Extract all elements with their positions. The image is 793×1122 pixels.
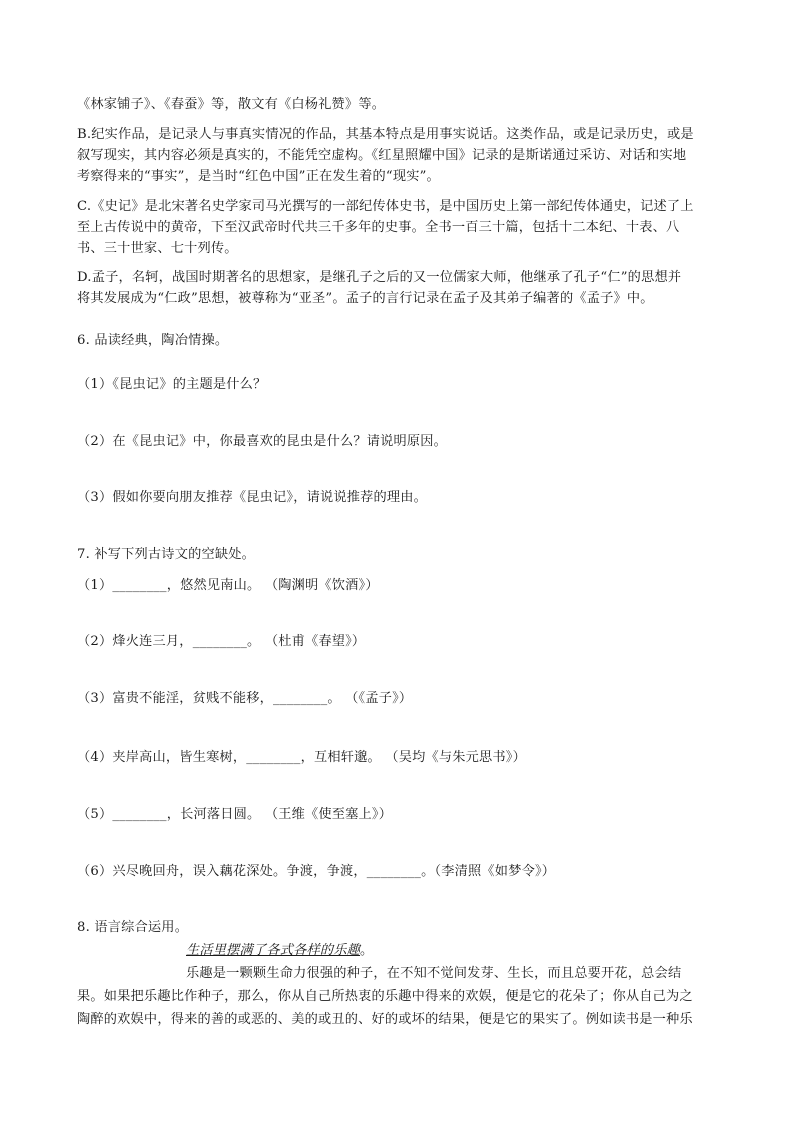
q7-item-5: （5）________，长河落日圆。 （王维《使至塞上》）: [77, 807, 393, 822]
option-d-line-2: 将其发展成为“仁政”思想，被尊称为“亚圣”。孟子的言行记录在孟子及其弟子编著的《孟子》中。: [77, 291, 654, 306]
option-d-line-1: D.孟子，名轲，战国时期著名的思想家，是继孔子之后的又一位儒家大师，他继承了孔子“仁”的思想并: [77, 270, 682, 285]
q7-item-4: （4）夹岸高山，皆生寒树，________，互相轩邈。 （吴均《与朱元思书》）: [77, 750, 526, 765]
q6-item-1: （1）《昆虫记》的主题是什么？: [77, 377, 267, 392]
q8-heading: [186, 943, 373, 959]
option-c-line-1: C.《史记》是北宋著名史学家司马光撰写的一部纪传体史书，是中国历史上第一部纪传体通史，记述了上: [77, 199, 694, 214]
q6-title: 6. 品读经典，陶冶情操。: [77, 333, 229, 348]
q8-para-line-1: 乐趣是一颗颗生命力很强的种子，在不知不觉间发芽、生长，而且总要开花，总会结: [186, 966, 682, 981]
q7-item-2: （2）烽火连三月，________。 （杜甫《春望》）: [77, 634, 366, 649]
q6-item-3: （3）假如你要向朋友推荐《昆虫记》，请说说推荐的理由。: [77, 490, 428, 505]
option-b-line-2: 叙写现实，其内容必须是真实的，不能凭空虚构。《红星照耀中国》记录的是斯诺通过采访、对话和实地: [77, 148, 687, 163]
option-c-line-3: 书、三十世家、七十列传。: [77, 241, 238, 256]
q8-title: 8. 语言综合运用。: [77, 920, 189, 935]
q6-item-2: （2）在《昆虫记》中，你最喜欢的昆虫是什么？请说明原因。: [77, 434, 448, 449]
option-b-line-3: 考察得来的“事实”，是当时“红色中国”正在发生着的“现实”。: [77, 169, 440, 184]
option-c-line-2: 至上古传说中的黄帝，下至汉武帝时代共三千多年的史事。全书一百三十篇，包括十二本纪、十表、八: [77, 220, 680, 235]
q7-item-3: （3）富贵不能淫，贫贱不能移，________。 （《孟子》）: [77, 691, 413, 706]
q8-heading-period: 。: [360, 943, 374, 958]
q7-title: 7. 补写下列古诗文的空缺处。: [77, 547, 256, 562]
q8-para-line-2: 果。如果把乐趣比作种子，那么，你从自己所热衷的乐趣中得来的欢娱，便是它的花朵了；你从自己为之: [77, 989, 693, 1004]
q8-para-line-3: 陶醉的欢娱中，得来的善的或恶的、美的或丑的、好的或坏的结果，便是它的果实了。例如读书是一种乐: [77, 1012, 693, 1027]
q7-item-1: （1）________，悠然见南山。 （陶渊明《饮酒》）: [77, 578, 379, 593]
option-b-line-1: B.纪实作品，是记录人与事真实情况的作品，其基本特点是用事实说话。这类作品，或是记录历史，或是: [77, 127, 694, 142]
q7-item-6: （6）兴尽晚回舟，误入藕花深处。争渡，争渡，________。（李清照《如梦令》）: [77, 864, 556, 879]
carryover-line: 《林家铺子》、《春蚕》等，散文有《白杨礼赞》等。: [77, 97, 386, 112]
q8-underlined-sentence: 生活里摆满了各式各样的乐趣: [186, 943, 361, 958]
